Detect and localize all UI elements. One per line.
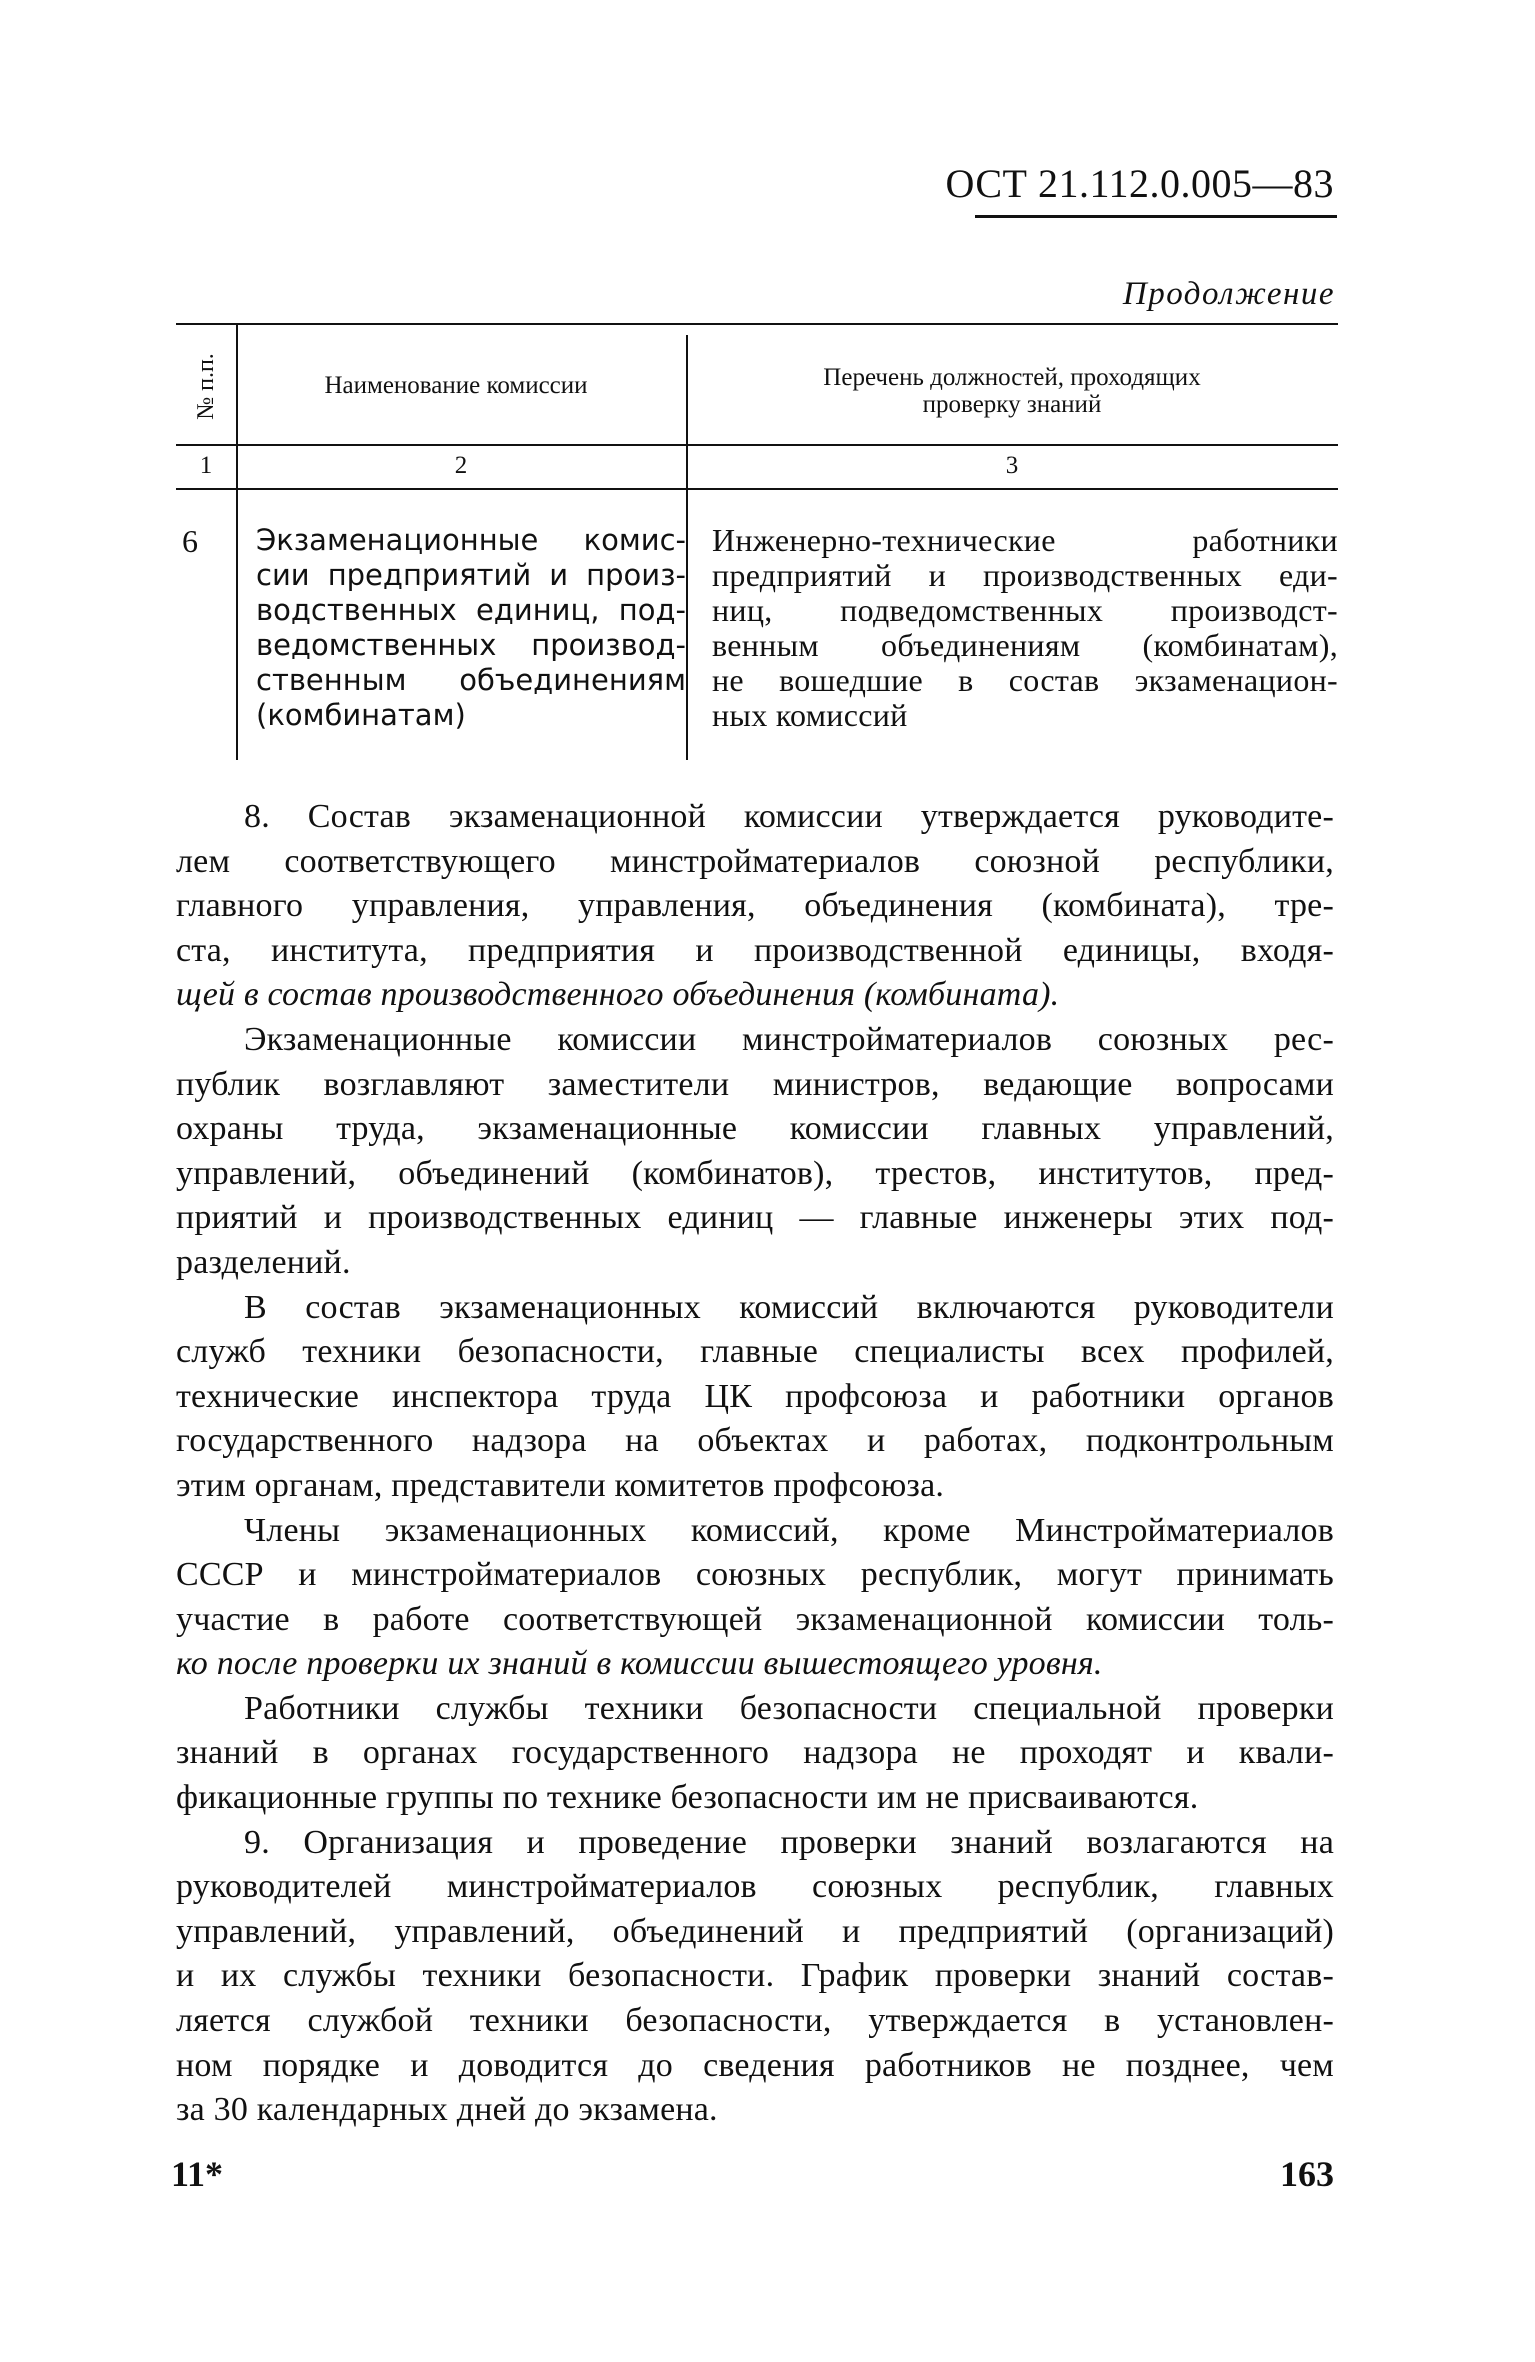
- name-line: ведомственных производ-: [256, 628, 686, 662]
- paragraph-commission-members: [176, 1286, 1334, 1509]
- paragraph-commission-heads: [176, 1018, 1334, 1286]
- positions-line: ниц, подведомственных производст-: [712, 592, 1338, 628]
- text-line-italic: ко после проверки их знаний в комиссии вышестоящего уровня.: [176, 1645, 1103, 1683]
- name-line: ственным объединениям: [256, 663, 686, 697]
- text-line: этим органам, представители комитетов профсоюза.: [176, 1466, 945, 1504]
- text-line: управлений, объединений (комбинатов), трестов, институтов, пред-: [176, 1154, 1334, 1192]
- text-line: государственного надзора на объектах и работах, подконтрольным: [176, 1422, 1334, 1460]
- column-number-1: 1: [199, 452, 213, 479]
- header-positions-line-2: проверку знаний: [922, 391, 1102, 418]
- positions-line: венным объединениям (комбинатам),: [712, 627, 1338, 663]
- text-line: участие в работе соответствующей экзаменационной комиссии толь-: [176, 1600, 1334, 1638]
- text-line: лем соответствующего минстройматериалов союзной республики,: [176, 842, 1334, 880]
- header-positions-list: [686, 341, 1338, 441]
- text-line: технические инспектора труда ЦК профсоюза и работники органов: [176, 1377, 1334, 1415]
- body-text: [176, 795, 1334, 2133]
- text-line: главного управления, управления, объединения (комбината), тре-: [176, 887, 1334, 925]
- positions-line: предприятий и производственных еди-: [712, 557, 1338, 593]
- text-line: ляется службой техники безопасности, утверждается в установлен-: [176, 2002, 1334, 2040]
- text-line: Члены экзаменационных комиссий, кроме Минстройматериалов: [244, 1511, 1334, 1549]
- footnote-mark: 11*: [171, 2154, 224, 2194]
- text-line: охраны труда, экзаменационные комиссии главных управлений,: [176, 1110, 1334, 1148]
- header-positions-line-1: Перечень должностей, проходящих: [823, 364, 1201, 391]
- text-line: 9. Организация и проведение проверки знаний возлагаются на: [244, 1823, 1334, 1861]
- positions-line: ных комиссий: [712, 697, 908, 733]
- commission-table: [176, 323, 1338, 760]
- text-line: и их службы техники безопасности. График проверки знаний состав-: [176, 1957, 1334, 1995]
- text-line: разделений.: [176, 1243, 351, 1281]
- header-number: [176, 331, 236, 441]
- text-line: руководителей минстройматериалов союзных республик, главных: [176, 1868, 1334, 1906]
- text-line: ста, института, предприятия и производственной единицы, входя-: [176, 931, 1334, 969]
- text-line: фикационные группы по технике безопасности им не присваиваются.: [176, 1779, 1199, 1817]
- page-number: 163: [1280, 2154, 1334, 2194]
- row-positions-list: [712, 523, 1338, 733]
- text-line: Работники службы техники безопасности специальной проверки: [244, 1689, 1334, 1727]
- column-number-2: 2: [454, 452, 468, 479]
- text-line: знаний в органах государственного надзора не проходят и квали-: [176, 1734, 1334, 1772]
- column-number-3: 3: [1005, 452, 1019, 479]
- header-commission-name: Наименование комиссии: [324, 372, 588, 399]
- text-line: Экзаменационные комиссии минстройматериалов союзных рес-: [244, 1020, 1334, 1058]
- table-top-rule: [176, 323, 1338, 325]
- text-line-italic: щей в состав производственного объединения (комбината).: [176, 976, 1060, 1014]
- text-line: приятий и производственных единиц — главные инженеры этих под-: [176, 1199, 1334, 1237]
- positions-line: не вошедшие в состав экзаменацион-: [712, 662, 1338, 698]
- text-line: за 30 календарных дней до экзамена.: [176, 2091, 718, 2129]
- text-line: служб техники безопасности, главные специалисты всех профилей,: [176, 1333, 1334, 1371]
- document-code: ОСТ 21.112.0.005—83: [945, 161, 1334, 206]
- table-header-rule: [176, 444, 1338, 446]
- row-commission-name: [256, 523, 686, 733]
- row-number: 6: [182, 523, 198, 559]
- paragraph-9: [176, 1821, 1334, 2133]
- text-line: управлений, управлений, объединений и предприятий (организаций): [176, 1912, 1334, 1950]
- table-colnum-rule: [176, 488, 1338, 490]
- name-line: Экзаменационные комис-: [256, 523, 686, 557]
- text-line: публик возглавляют заместители министров, ведающие вопросами: [176, 1065, 1334, 1103]
- paragraph-members-participation: [176, 1509, 1334, 1687]
- name-line: сии предприятий и произ-: [256, 558, 686, 592]
- name-line: (комбинатам): [256, 698, 466, 732]
- text-line: В состав экзаменационных комиссий включаются руководители: [244, 1288, 1334, 1326]
- header-number-label: № п.п.: [192, 352, 219, 420]
- name-line: водственных единиц, под-: [256, 593, 686, 627]
- paragraph-8: [176, 795, 1334, 1018]
- text-line: 8. Состав экзаменационной комиссии утверждается руководите-: [244, 798, 1334, 835]
- text-line: СССР и минстройматериалов союзных республик, могут принимать: [176, 1556, 1334, 1594]
- continuation-label: Продолжение: [1122, 276, 1335, 312]
- document-code-underline: [975, 215, 1337, 218]
- paragraph-safety-staff: [176, 1687, 1334, 1821]
- positions-line: Инженерно-технические работники: [712, 522, 1338, 558]
- text-line: ном порядке и доводится до сведения работников не позднее, чем: [176, 2046, 1334, 2084]
